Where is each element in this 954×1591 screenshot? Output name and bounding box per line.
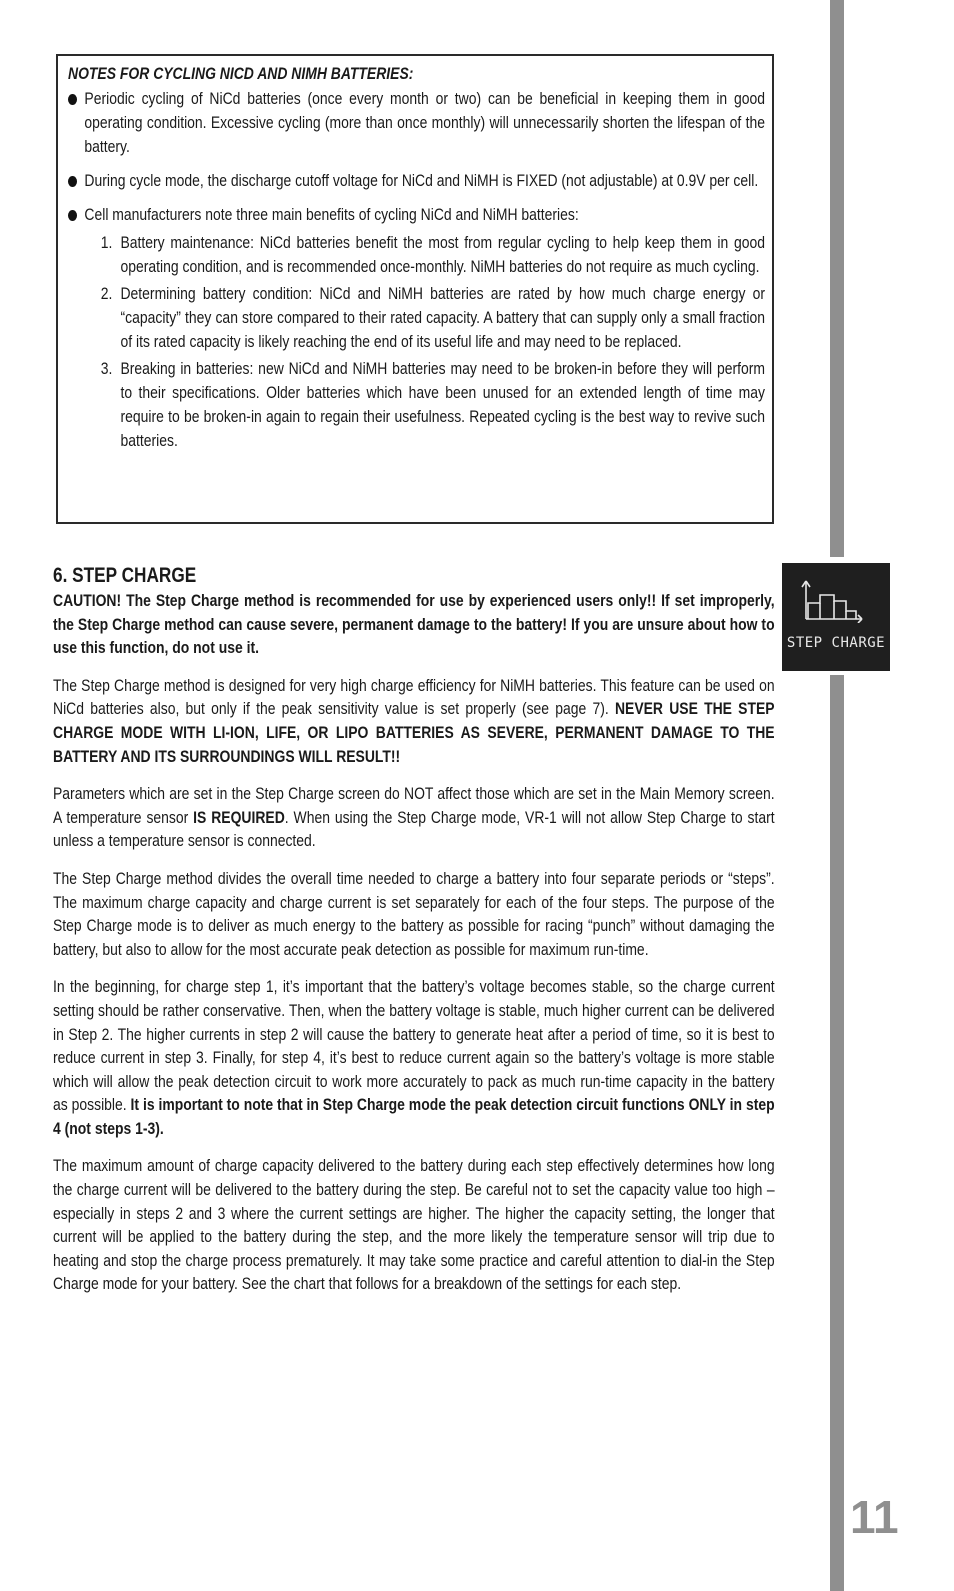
paragraph-1-warning: NEVER USE THE STEP CHARGE MODE WITH LI-ION, LIFE, OR LIPO BATTERIES AS SEVERE, PERMANENT DAMAGE TO THE BATTERY AND ITS SURROUNDINGS WILL RESULT!!	[53, 699, 775, 766]
item-number: 2.	[100, 284, 113, 303]
item-number: 1.	[100, 233, 113, 252]
paragraph-2-emphasis: IS REQUIRED	[193, 807, 285, 827]
bullet-text: Periodic cycling of NiCd batteries (once every month or two) can be beneficial in keeping them in good operating condition. Excessive cycling (more than once monthly) will unnecessarily shorten the lifespan of the battery.	[84, 89, 765, 156]
paragraph-4-emphasis: It is important to note that in Step Charge mode the peak detection circuit functions ONLY in step 4 (not steps 1-3).	[53, 1095, 775, 1138]
numbered-item	[68, 282, 765, 354]
step-charge-tab	[782, 563, 890, 671]
notes-box	[56, 54, 774, 524]
side-bar-bottom	[830, 675, 844, 1591]
bullet-icon	[68, 176, 77, 187]
side-bar-top	[830, 0, 844, 557]
notes-title: NOTES FOR CYCLING NICD AND NIMH BATTERIES:	[68, 64, 414, 83]
item-text: Battery maintenance: NiCd batteries benefit the most from regular cycling to help keep them in good operating condition, and is recommended once-monthly. NiMH batteries do not require as much cycling.	[120, 233, 766, 276]
notes-bullet	[68, 87, 765, 159]
bullet-text: Cell manufacturers note three main benefits of cycling NiCd and NiMH batteries:	[84, 205, 579, 224]
bullet-icon	[68, 210, 77, 221]
notes-content	[68, 64, 765, 456]
paragraph-3: The Step Charge method divides the overall time needed to charge a battery into four separate periods or “steps”. The maximum charge capacity and charge current is set separately for each of the four steps. The purpose of the Step Charge mode is to deliver as much energy to the battery as possible for racing “punch” without damaging the battery, but also to allow for the most accurate peak detection as possible for maximum run-time.	[53, 868, 775, 959]
paragraph-4-text: In the beginning, for charge step 1, it’s important that the battery’s voltage becomes stable, so the charge current setting should be rather conservative. Then, when the battery voltage is stable, much higher current can be delivered in Step 2. The higher currents in step 2 will cause the battery to generate heat after a period of time, so it is best to reduce current in step 3. Finally, for step 4, it’s best to reduce current again so the battery’s voltage is more stable which will allow the peak detection circuit to work more accurately to pack as much run-time capacity in the battery as possible.	[53, 977, 775, 1115]
notes-bullet	[68, 169, 765, 193]
paragraph-2	[53, 782, 775, 853]
bullet-icon	[68, 94, 77, 105]
item-text: Determining battery condition: NiCd and NiMH batteries are rated by how much charge energy or “capacity” they can store compared to their rated capacity. A battery that can supply only a small fraction of its rated capacity is likely reaching the end of its useful life and may need to be replaced.	[120, 284, 766, 351]
paragraph-1-text: The Step Charge method is designed for very high charge efficiency for NiMH batteries. This feature can be used on NiCd batteries also, but only if the peak sensitivity value is set properly (see page 7).	[53, 675, 775, 719]
step-charge-tab-label: STEP CHARGE	[786, 635, 886, 651]
item-number: 3.	[100, 359, 113, 378]
bullet-text: During cycle mode, the discharge cutoff voltage for NiCd and NiMH is FIXED (not adjustable) at 0.9V per cell.	[84, 171, 759, 190]
caution-paragraph: CAUTION! The Step Charge method is recommended for use by experienced users only!! If set improperly, the Step Charge method can cause severe, permanent damage to the battery! If you are unsure about how to use this function, do not use it.	[53, 591, 775, 658]
paragraph-2-text-a: Parameters which are set in the Step Charge screen do NOT affect those which are set in the Main Memory screen. A temperature sensor	[53, 784, 775, 827]
paragraph-4	[53, 975, 775, 1140]
section-heading: 6. STEP CHARGE	[53, 564, 197, 587]
step-charge-icon	[800, 579, 872, 623]
item-text: Breaking in batteries: new NiCd and NiMH batteries may need to be broken-in before they will perform to their specifications. Older batteries which have been unused for an extended length of time may require to be broken-in again to regain their usefulness. Repeated cycling is the best way to revive such batteries.	[120, 359, 766, 450]
step-charge-section	[53, 563, 775, 1310]
numbered-item	[68, 357, 765, 453]
notes-bullet	[68, 203, 765, 227]
paragraph-2-text-c: . When using the Step Charge mode, VR-1 will not allow Step Charge to start unless a temperature sensor is connected.	[53, 807, 775, 851]
paragraph-5: The maximum amount of charge capacity delivered to the battery during each step effectively determines how long the charge current will be delivered to the battery during the step. Be careful not to set the capacity value too high – especially in steps 2 and 3 where the current settings are higher. The higher the capacity setting, the longer that current will be applied to the battery during the step, and the more likely the temperature sensor will trip due to heating and stop the charge process prematurely. It may take some practice and careful attention to dial-in the Step Charge mode for your battery. See the chart that follows for a breakdown of the settings for each step.	[53, 1156, 775, 1294]
page-number: 11	[850, 1491, 899, 1543]
paragraph-1	[53, 674, 775, 768]
numbered-item	[68, 231, 765, 279]
